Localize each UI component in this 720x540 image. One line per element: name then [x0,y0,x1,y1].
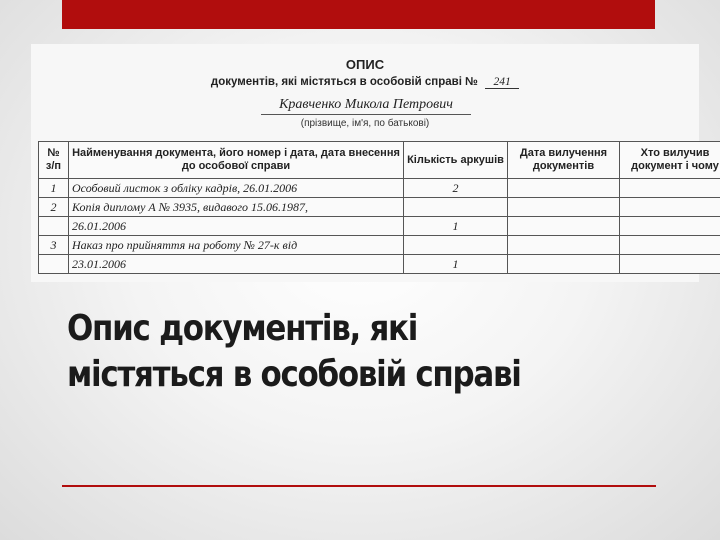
cell-sheets: 2 [404,179,508,198]
cell-removal-date [508,255,620,274]
document-subtitle-text: документів, які містяться в особовій справі № [210,76,478,88]
cell-number [39,217,69,236]
cell-number: 2 [39,198,69,217]
cell-sheets: 1 [404,255,508,274]
column-header-removed-by: Хто вилучив документ і чому [620,142,720,179]
cell-removal-date [508,236,620,255]
cell-removal-date [508,217,620,236]
table-row [39,217,720,236]
slide-heading: Опис документів, які містяться в особовій справі [67,308,521,395]
top-accent-bar [62,0,655,29]
table-header-row [39,142,720,179]
cell-sheets [404,198,508,217]
cell-removed-by [620,198,720,217]
person-name: Кравченко Микола Петрович [261,97,471,115]
cell-sheets: 1 [404,217,508,236]
heading-underline [62,485,656,487]
cell-removed-by [620,255,720,274]
cell-name: Копія диплому А № 3935, видавого 15.06.1987, [69,198,404,217]
column-header-number: № з/п [39,142,69,179]
document-number: 241 [485,76,519,89]
cell-number: 3 [39,236,69,255]
cell-removal-date [508,179,620,198]
name-caption: (прізвище, ім'я, по батькові) [300,118,430,129]
cell-name: 23.01.2006 [69,255,404,274]
cell-sheets [404,236,508,255]
table-row [39,255,720,274]
cell-removed-by [620,217,720,236]
table-row [39,236,720,255]
table-row [39,179,720,198]
document-title: ОПИС [345,57,385,72]
cell-name: 26.01.2006 [69,217,404,236]
cell-removed-by [620,236,720,255]
column-header-removal-date: Дата вилучення документів [508,142,620,179]
document-subtitle [31,76,699,89]
cell-name: Особовий листок з обліку кадрів, 26.01.2006 [69,179,404,198]
cell-name: Наказ про прийняття на роботу № 27-к від [69,236,404,255]
column-header-sheets: Кількість аркушів [404,142,508,179]
column-header-name: Найменування документа, його номер і дата, дата внесення до особової справи [69,142,404,179]
document-image [31,44,719,282]
cell-removed-by [620,179,720,198]
cell-number: 1 [39,179,69,198]
table-row [39,198,720,217]
cell-removal-date [508,198,620,217]
documents-table [38,141,720,274]
cell-number [39,255,69,274]
